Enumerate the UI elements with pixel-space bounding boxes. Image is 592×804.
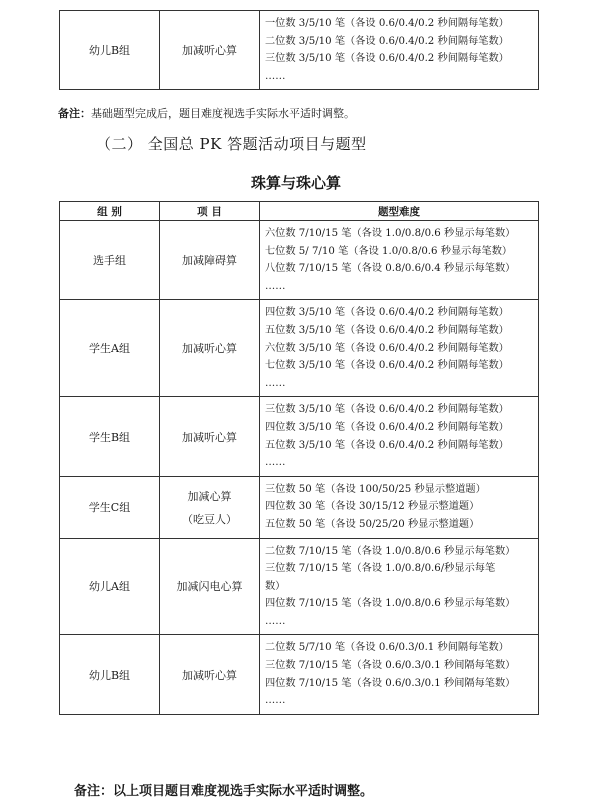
group-cell: 学生C组 xyxy=(60,476,160,538)
group-cell: 选手组 xyxy=(60,221,160,300)
difficulty-line: 八位数 7/10/15 笔（各设 0.8/0.6/0.4 秒显示每笔数） xyxy=(265,263,516,275)
difficulty-line: 一位数 3/5/10 笔（各设 0.6/0.4/0.2 秒间隔每笔数） xyxy=(265,18,509,29)
main-table xyxy=(59,201,539,715)
table-row xyxy=(60,538,539,635)
project-cell xyxy=(160,538,260,635)
project-cell xyxy=(160,221,260,300)
note-first-label: 备注： xyxy=(58,107,91,120)
difficulty-line: …… xyxy=(265,457,286,469)
project-line: 加减心算 xyxy=(187,489,232,503)
difficulty-cell xyxy=(260,300,539,397)
difficulty-line: 二位数 3/5/10 笔（各设 0.6/0.4/0.2 秒间隔每笔数） xyxy=(265,35,509,47)
header-group: 组 别 xyxy=(60,202,160,221)
table-row xyxy=(60,11,539,90)
difficulty-line: 四位数 3/5/10 笔（各设 0.6/0.4/0.2 秒间隔每笔数） xyxy=(265,307,509,319)
group-cell: 学生A组 xyxy=(60,300,160,397)
difficulty-line: …… xyxy=(265,70,286,82)
table-row xyxy=(60,635,539,714)
note-second-text: 以上项目题目难度视选手实际水平适时调整。 xyxy=(113,784,374,799)
difficulty-line: 数） xyxy=(265,580,286,592)
project-line: 加减听心算 xyxy=(182,342,237,356)
note-second xyxy=(74,780,373,799)
difficulty-line: …… xyxy=(265,695,286,707)
difficulty-line: 七位数 3/5/10 笔（各设 0.6/0.4/0.2 秒间隔每笔数） xyxy=(265,360,509,372)
difficulty-cell xyxy=(260,221,539,300)
difficulty-line: 二位数 5/7/10 笔（各设 0.6/0.3/0.1 秒间隔每笔数） xyxy=(265,642,509,654)
difficulty-line: 六位数 7/10/15 笔（各设 1.0/0.8/0.6 秒显示每笔数） xyxy=(265,228,516,239)
project-line: 加减闪电心算 xyxy=(176,580,243,594)
difficulty-cell xyxy=(260,11,539,90)
difficulty-line: 四位数 7/10/15 笔（各设 0.6/0.3/0.1 秒间隔每笔数） xyxy=(265,677,516,689)
main-table-header-row xyxy=(60,202,539,221)
project-cell xyxy=(160,635,260,714)
difficulty-cell xyxy=(260,476,539,538)
main-table-body xyxy=(60,221,539,715)
project-line: （吃豆人） xyxy=(182,512,237,526)
group-cell: 幼儿B组 xyxy=(60,635,160,714)
group-cell: 幼儿B组 xyxy=(60,11,160,90)
note-second-label: 备注： xyxy=(74,784,114,799)
group-cell: 幼儿A组 xyxy=(60,538,160,635)
header-difficulty: 题型难度 xyxy=(260,202,539,221)
project-line: 加减听心算 xyxy=(182,668,237,682)
header-project: 项 目 xyxy=(160,202,260,221)
difficulty-line: 四位数 30 笔（各设 30/15/12 秒显示整道题） xyxy=(265,501,480,513)
difficulty-line: 三位数 50 笔（各设 100/50/25 秒显示整道题） xyxy=(265,483,486,495)
difficulty-line: …… xyxy=(265,615,286,627)
project-cell: 加减听心算 xyxy=(160,11,260,90)
difficulty-line: 四位数 7/10/15 笔（各设 1.0/0.8/0.6 秒显示每笔数） xyxy=(265,598,516,610)
difficulty-cell xyxy=(260,538,539,635)
note-first xyxy=(58,105,355,121)
table-row xyxy=(60,300,539,397)
difficulty-line: 二位数 7/10/15 笔（各设 1.0/0.8/0.6 秒显示每笔数） xyxy=(265,545,516,557)
project-cell xyxy=(160,300,260,397)
difficulty-line: 四位数 3/5/10 笔（各设 0.6/0.4/0.2 秒间隔每笔数） xyxy=(265,421,509,433)
note-first-text: 基础题型完成后，题目难度视选手实际水平适时调整。 xyxy=(91,107,355,120)
project-cell xyxy=(160,397,260,476)
difficulty-line: 五位数 3/5/10 笔（各设 0.6/0.4/0.2 秒间隔每笔数） xyxy=(265,324,509,336)
difficulty-cell xyxy=(260,397,539,476)
difficulty-line: 五位数 50 笔（各设 50/25/20 秒显示整道题） xyxy=(265,518,480,530)
table-row xyxy=(60,397,539,476)
section-heading: （二） 全国总 PK 答题活动项目与题型 xyxy=(96,135,367,153)
project-cell xyxy=(160,476,260,538)
difficulty-line: 七位数 5/ 7/10 笔（各设 1.0/0.8/0.6 秒显示每笔数） xyxy=(265,245,513,257)
difficulty-line: 六位数 3/5/10 笔（各设 0.6/0.4/0.2 秒间隔每笔数） xyxy=(265,342,509,354)
difficulty-line: 五位数 3/5/10 笔（各设 0.6/0.4/0.2 秒间隔每笔数） xyxy=(265,439,509,451)
difficulty-line: 三位数 3/5/10 笔（各设 0.6/0.4/0.2 秒间隔每笔数） xyxy=(265,53,509,65)
difficulty-line: 三位数 3/5/10 笔（各设 0.6/0.4/0.2 秒间隔每笔数） xyxy=(265,404,509,416)
top-table xyxy=(59,10,539,90)
difficulty-cell xyxy=(260,635,539,714)
project-line: 加减听心算 xyxy=(182,430,237,444)
difficulty-line: …… xyxy=(265,377,286,389)
table-title: 珠算与珠心算 xyxy=(250,174,341,192)
group-cell: 学生B组 xyxy=(60,397,160,476)
project-line: 加减障碍算 xyxy=(182,254,237,268)
difficulty-line: 三位数 7/10/15 笔（各设 1.0/0.8/0.6/秒显示每笔 xyxy=(265,563,496,575)
table-row xyxy=(60,476,539,538)
table-row xyxy=(60,221,539,300)
top-table-body xyxy=(60,11,539,90)
difficulty-line: …… xyxy=(265,280,286,292)
difficulty-line: 三位数 7/10/15 笔（各设 0.6/0.3/0.1 秒间隔每笔数） xyxy=(265,660,516,672)
